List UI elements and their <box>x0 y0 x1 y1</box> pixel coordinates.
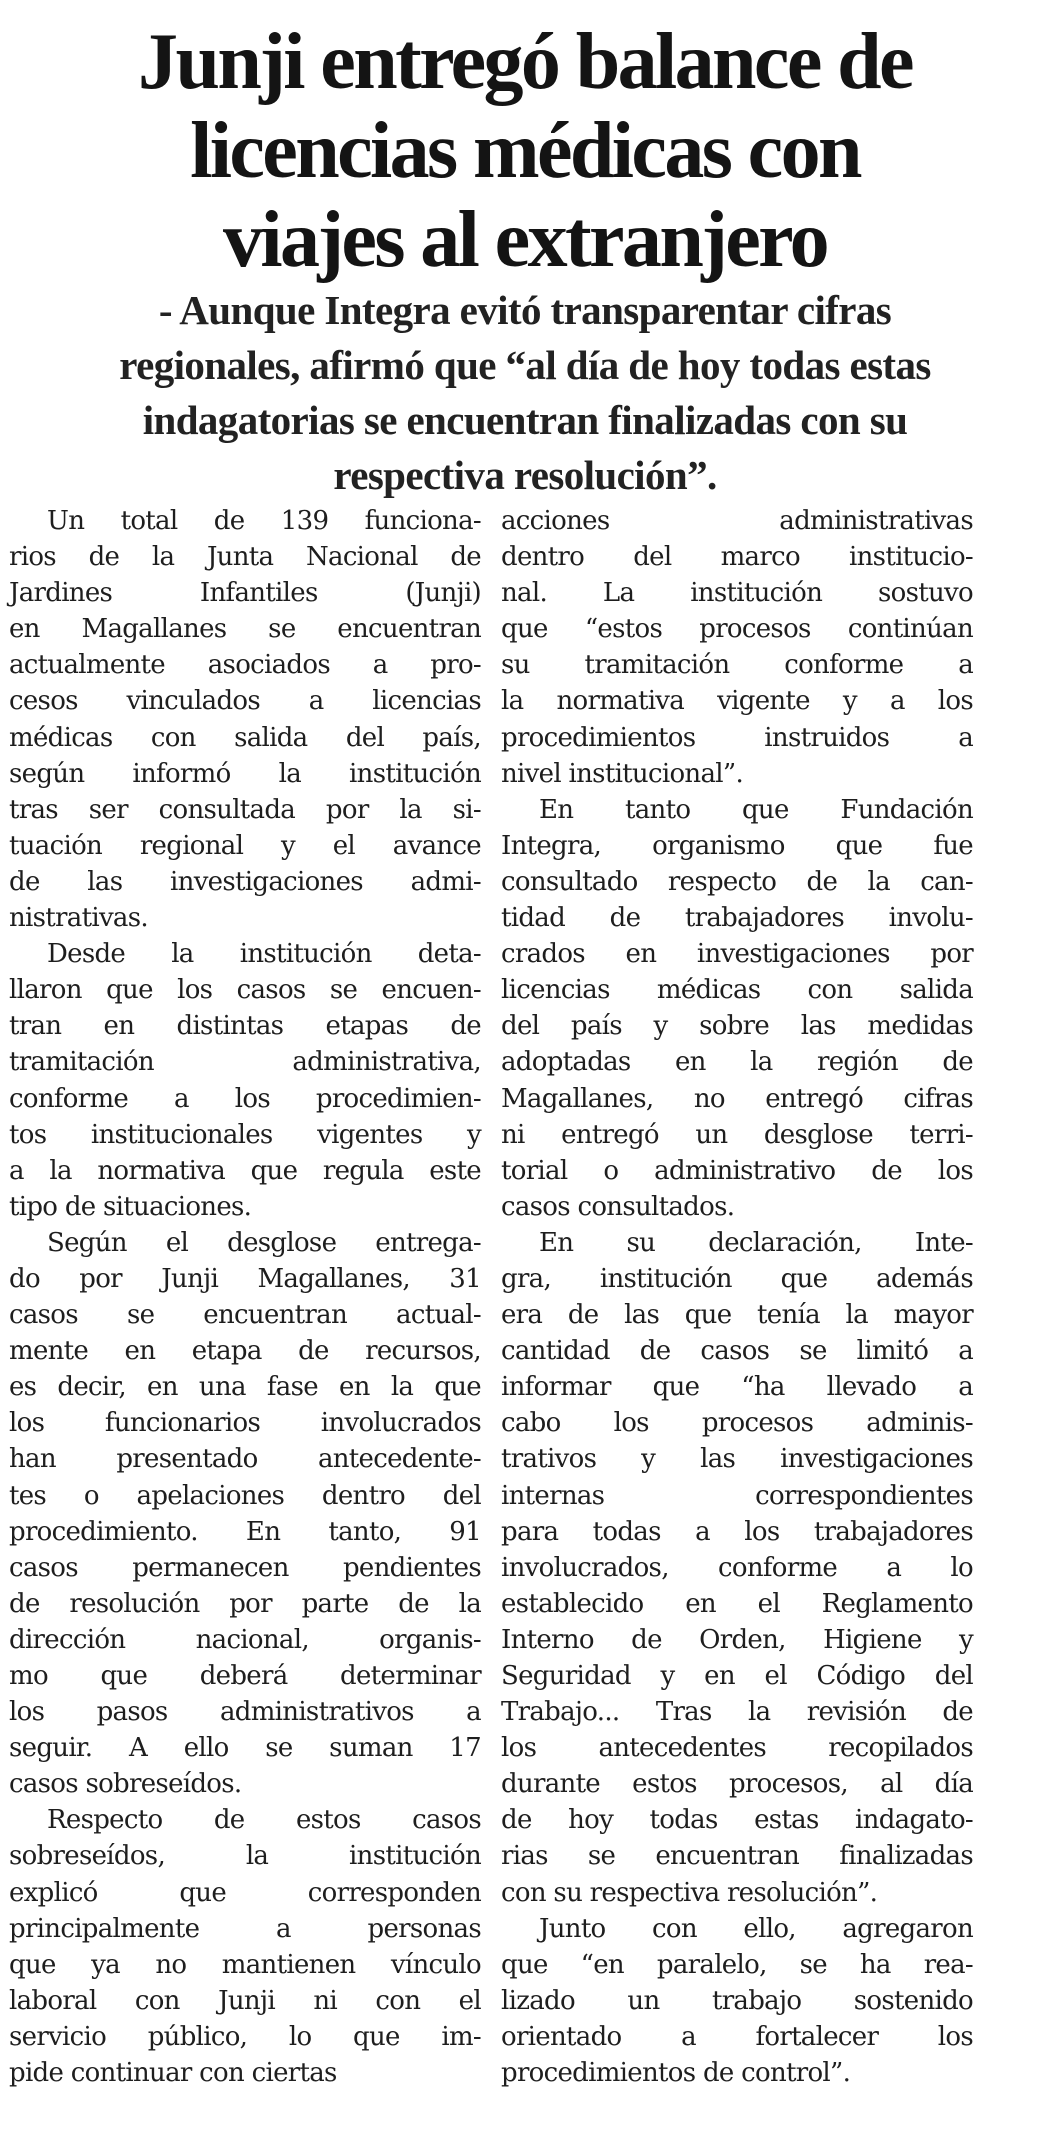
paragraph-line: era de las que tenía la mayor <box>501 1300 973 1331</box>
paragraph-line: licencias médicas con salida <box>501 975 973 1006</box>
article-paragraph <box>501 1225 973 1911</box>
paragraph-line: según informó la institución <box>9 758 481 789</box>
paragraph-line: médicas con salida del país, <box>9 722 481 753</box>
paragraph-line: los antecedentes recopilados <box>501 1733 973 1764</box>
paragraph-line: orientado a fortalecer los <box>501 2021 973 2052</box>
paragraph-line: la normativa vigente y a los <box>501 686 973 717</box>
paragraph-line: Jardines Infantiles (Junji) <box>9 578 481 609</box>
paragraph-line: En tanto que Fundación <box>539 794 973 825</box>
paragraph-line: nal. La institución sostuvo <box>501 578 973 609</box>
paragraph-line: tidad de trabajadores involu- <box>501 903 973 934</box>
article-subheadline <box>30 283 1020 503</box>
paragraph-line: nivel institucional”. <box>501 758 744 789</box>
paragraph-line: tuación regional y el avance <box>9 830 481 861</box>
paragraph-line: laboral con Junji ni con el <box>9 1985 481 2016</box>
subheadline-line: respectiva resolución”. <box>333 452 717 498</box>
paragraph-line: tos institucionales vigentes y <box>9 1119 481 1150</box>
paragraph-line: involucrados, conforme a lo <box>501 1552 973 1583</box>
paragraph-line: Trabajo... Tras la revisión de <box>501 1697 973 1728</box>
paragraph-line: actualmente asociados a pro- <box>9 650 481 681</box>
paragraph-line: de hoy todas estas indagato- <box>501 1805 973 1836</box>
paragraph-line: Magallanes, no entregó cifras <box>501 1083 973 1114</box>
paragraph-line: procedimiento. En tanto, 91 <box>9 1516 481 1547</box>
paragraph-line: dentro del marco institucio- <box>501 542 973 573</box>
paragraph-line: cantidad de casos se limitó a <box>501 1336 973 1367</box>
paragraph-line: cesos vinculados a licencias <box>9 686 481 717</box>
paragraph-line: en Magallanes se encuentran <box>9 614 481 645</box>
paragraph-line: con su respectiva resolución”. <box>501 1877 878 1908</box>
paragraph-line: nistrativas. <box>9 903 148 934</box>
paragraph-line: tramitación administrativa, <box>9 1047 481 1078</box>
paragraph-line: En su declaración, Inte- <box>539 1227 973 1258</box>
paragraph-line: los pasos administrativos a <box>9 1697 481 1728</box>
paragraph-line: que “en paralelo, se ha rea- <box>501 1949 973 1980</box>
paragraph-line: rios de la Junta Nacional de <box>9 542 481 573</box>
paragraph-line: principalmente a personas <box>9 1913 481 1944</box>
headline-line: licencias médicas con <box>190 107 860 195</box>
paragraph-line: casos sobreseídos. <box>9 1769 242 1800</box>
paragraph-line: sobreseídos, la institución <box>9 1841 481 1872</box>
paragraph-line: para todas a los trabajadores <box>501 1516 973 1547</box>
paragraph-line: tran en distintas etapas de <box>9 1011 481 1042</box>
article-paragraph <box>501 792 973 1225</box>
paragraph-line: cabo los procesos adminis- <box>501 1408 973 1439</box>
paragraph-line: a la normativa que regula este <box>9 1155 481 1186</box>
paragraph-line: informar que “ha llevado a <box>501 1372 973 1403</box>
article-paragraph <box>9 1802 481 2091</box>
article-column-right <box>501 503 973 2091</box>
paragraph-line: conforme a los procedimien- <box>9 1083 481 1114</box>
paragraph-line: tes o apelaciones dentro del <box>9 1480 481 1511</box>
paragraph-line: tipo de situaciones. <box>9 1191 252 1222</box>
paragraph-line: que “estos procesos continúan <box>501 614 973 645</box>
paragraph-line: Desde la institución deta- <box>47 939 481 970</box>
paragraph-line: pide continuar con ciertas <box>9 2058 337 2089</box>
paragraph-line: torial o administrativo de los <box>501 1155 973 1186</box>
paragraph-line: llaron que los casos se encuen- <box>9 975 481 1006</box>
paragraph-line: explicó que corresponden <box>9 1877 481 1908</box>
paragraph-line: Un total de 139 funciona- <box>47 506 481 536</box>
paragraph-line: adoptadas en la región de <box>501 1047 973 1078</box>
paragraph-line: lizado un trabajo sostenido <box>501 1985 973 2016</box>
paragraph-line: acciones administrativas <box>501 506 973 536</box>
paragraph-line: Integra, organismo que fue <box>501 830 973 861</box>
paragraph-line: establecido en el Reglamento <box>501 1588 973 1619</box>
paragraph-line: Respecto de estos casos <box>47 1805 481 1836</box>
paragraph-line: su tramitación conforme a <box>501 650 973 681</box>
paragraph-line: seguir. A ello se suman 17 <box>9 1733 481 1764</box>
paragraph-line: crados en investigaciones por <box>501 939 973 970</box>
paragraph-line: Seguridad y en el Código del <box>501 1661 973 1691</box>
paragraph-line: mente en etapa de recursos, <box>9 1336 481 1367</box>
subheadline-line: indagatorias se encuentran finalizadas con su <box>142 397 908 443</box>
paragraph-line: de las investigaciones admi- <box>9 866 481 897</box>
paragraph-line: do por Junji Magallanes, 31 <box>9 1263 481 1294</box>
subheadline-line: - Aunque Integra evitó transparentar cifras <box>158 287 892 333</box>
paragraph-line: de resolución por parte de la <box>9 1588 481 1619</box>
paragraph-line: mo que deberá determinar <box>9 1661 481 1691</box>
paragraph-line: casos consultados. <box>501 1191 735 1222</box>
paragraph-line: Interno de Orden, Higiene y <box>501 1624 973 1655</box>
paragraph-line: procedimientos instruidos a <box>501 722 973 753</box>
article-paragraph <box>501 503 973 792</box>
paragraph-line: internas correspondientes <box>501 1480 973 1511</box>
paragraph-line: casos permanecen pendientes <box>9 1552 481 1583</box>
paragraph-line: Según el desglose entrega- <box>47 1227 481 1258</box>
headline-line: viajes al extranjero <box>222 196 828 284</box>
paragraph-line: trativos y las investigaciones <box>501 1444 973 1475</box>
article-paragraph <box>501 1911 973 2091</box>
paragraph-line: Junto con ello, agregaron <box>539 1913 973 1944</box>
paragraph-line: ni entregó un desglose terri- <box>501 1119 973 1150</box>
paragraph-line: los funcionarios involucrados <box>9 1408 481 1439</box>
paragraph-line: es decir, en una fase en la que <box>9 1372 481 1403</box>
article-paragraph <box>9 503 481 936</box>
paragraph-line: del país y sobre las medidas <box>501 1011 973 1042</box>
paragraph-line: gra, institución que además <box>501 1263 973 1294</box>
paragraph-line: tras ser consultada por la si- <box>9 794 481 825</box>
paragraph-line: rias se encuentran finalizadas <box>501 1841 973 1872</box>
paragraph-line: durante estos procesos, al día <box>501 1769 973 1800</box>
paragraph-line: dirección nacional, organis- <box>9 1624 481 1655</box>
paragraph-line: procedimientos de control”. <box>501 2058 851 2089</box>
paragraph-line: consultado respecto de la can- <box>501 866 973 897</box>
paragraph-line: que ya no mantienen vínculo <box>9 1949 481 1980</box>
subheadline-line: regionales, afirmó que “al día de hoy todas estas <box>119 342 931 388</box>
article-paragraph <box>9 936 481 1225</box>
paragraph-line: casos se encuentran actual- <box>9 1300 481 1331</box>
headline-line: Junji entregó balance de <box>138 18 912 106</box>
paragraph-line: servicio público, lo que im- <box>9 2021 481 2052</box>
article-column-left <box>9 503 481 2091</box>
article-headline <box>40 18 1010 285</box>
article-paragraph <box>9 1225 481 1803</box>
paragraph-line: han presentado antecedente- <box>9 1444 481 1475</box>
